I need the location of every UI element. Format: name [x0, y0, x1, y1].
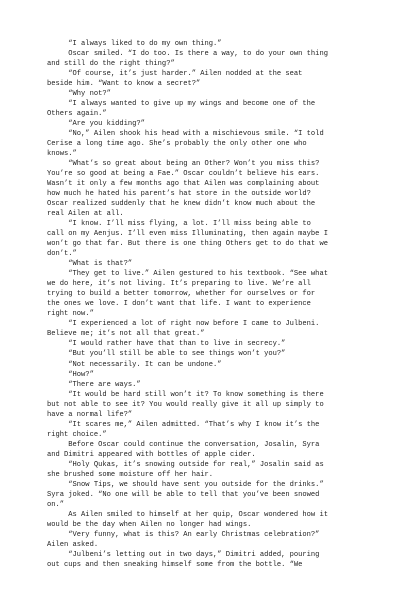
text-line: she brushed some moisture off her hair.: [47, 470, 214, 479]
text-line: “But you’ll still be able to see things won’t you?”: [47, 350, 286, 359]
text-line: “Holy Qukas, it’s snowing outside for real,” Josalin said as: [47, 460, 324, 469]
text-line: “It scares me,” Ailen admitted. “That’s why I know it’s the: [47, 420, 320, 429]
text-line: Ailen asked.: [47, 540, 99, 549]
text-line: but not able to see it? You would really give it all up simply to: [47, 400, 324, 409]
text-line: Believe me; it’s not all that great.”: [47, 330, 205, 339]
text-line: “Snow Tips, we should have sent you outside for the drinks.”: [47, 480, 324, 489]
text-line: don’t.”: [47, 250, 77, 259]
text-line: “What’s so great about being an Other? Won’t you miss this?: [47, 160, 320, 169]
text-line: would be the day when Ailen no longer had wings.: [47, 520, 252, 529]
text-line: “Julbeni’s letting out in two days,” Dimitri added, pouring: [47, 550, 320, 559]
text-line: Wasn’t it only a few months ago that Ailen was complaining about: [47, 180, 320, 189]
text-line: Syra joked. “No one will be able to tell that you’ve been snowed: [47, 490, 320, 499]
text-line: have a normal life?”: [47, 410, 133, 419]
text-line: “Very funny, what is this? An early Christmas celebration?”: [47, 530, 320, 539]
text-line: “How?”: [47, 370, 94, 379]
text-line: Oscar realized suddenly that he knew didn’t know much about the: [47, 200, 316, 209]
text-line: “Of course, it’s just harder.” Ailen nodded at the seat: [47, 70, 303, 79]
text-line: “I experienced a lot of right now before I came to Julbeni.: [47, 320, 320, 329]
text-line: beside him. “Want to know a secret?”: [47, 80, 201, 89]
text-line: Cerise a long time ago. She’s probably the only other one who: [47, 140, 307, 149]
text-line: “I would rather have that than to live in secrecy.”: [47, 340, 286, 349]
text-line: the ones we love. I don’t want that life. I want to experience: [47, 300, 311, 309]
text-line: “What is that?”: [47, 260, 133, 269]
text-line: “I always wanted to give up my wings and become one of the: [47, 100, 316, 109]
text-line: “Why not?”: [47, 90, 111, 99]
text-line: call on my Aenjus. I’ll even miss Illuminating, then again maybe I: [47, 230, 328, 239]
text-line: on.”: [47, 500, 65, 509]
text-line: we do here, it’s not living. It’s preparing to live. We’re all: [47, 280, 311, 289]
text-line: won’t go that far. But there is one thing Others get to do that we: [47, 240, 328, 249]
text-line: knows.”: [47, 150, 77, 159]
text-line: Oscar smiled. “I do too. Is there a way, to do your own thing: [47, 50, 328, 59]
text-line: trying to build a better tomorrow, whether for ourselves or for: [47, 290, 316, 299]
text-line: “There are ways.”: [47, 380, 141, 389]
text-line: and Dimitri appeared with bottles of apple cider.: [47, 450, 256, 459]
text-line: right choice.”: [47, 430, 107, 439]
text-line: “Not necessarily. It can be undone.”: [47, 360, 222, 369]
text-line: Others again.”: [47, 110, 107, 119]
text-line: “No,” Ailen shook his head with a mischievous smile. “I told: [47, 130, 324, 139]
text-line: You’re so good at being a Fae.” Oscar couldn’t believe his ears.: [47, 170, 320, 179]
text-line: “I know. I’ll miss flying, a lot. I’ll miss being able to: [47, 220, 311, 229]
text-line: right now.”: [47, 310, 94, 319]
text-line: Before Oscar could continue the conversation, Josalin, Syra: [47, 440, 320, 449]
text-line: “They get to live.” Ailen gestured to his textbook. “See what: [47, 270, 328, 279]
text-line: “Are you kidding?”: [47, 120, 145, 129]
text-line: how much he hated his parent’s hat store in the outside world?: [47, 190, 311, 199]
text-line: As Ailen smiled to himself at her quip, Oscar wondered how it: [47, 510, 328, 519]
text-line: real Ailen at all.: [47, 210, 124, 219]
text-line: and still do the right thing?”: [47, 60, 175, 69]
text-line: out cups and then sneaking himself some from the bottle. “We: [47, 560, 303, 569]
body-text: [47, 39, 381, 570]
text-line: “It would be hard still won’t it? To know something is there: [47, 390, 324, 399]
text-line: “I always liked to do my own thing.”: [47, 40, 222, 48]
